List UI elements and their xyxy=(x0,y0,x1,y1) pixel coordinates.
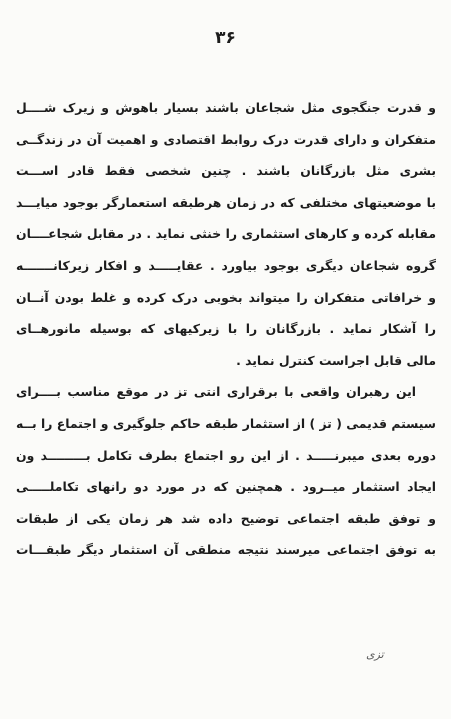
handwritten-margin-note: تزی xyxy=(366,648,384,661)
paragraph-start-line: این رهبران واقعی با برقراری انتی تز در موقع مناسب بــــرای xyxy=(16,384,416,400)
text-line: و توفق طبقه اجتماعی توضیح داده شد هر زمان یکی از طبقات xyxy=(16,510,436,526)
text-line: مقابله کرده و کارهای استثماری را خنثی نماید . در مقابل شجاعــــان xyxy=(16,226,436,242)
paragraph-end-line: مالی قابل اجراست کنترل نماید . xyxy=(236,352,436,368)
text-line: بشری مثل بازرگانان باشند . چنین شخصی فقط قادر اســـت xyxy=(16,163,436,179)
body-text xyxy=(16,92,436,566)
text-line: دوره بعدی میبرنـــــد . از این رو اجتماع بطرف تکامل بـــــــــد ون xyxy=(16,447,436,463)
page-number: ۳۶ xyxy=(215,28,236,48)
text-line: با موضعیتهای مختلفی که در زمان هرطبقه استعمارگر بوجود میایـــد xyxy=(16,194,436,210)
text-line: را آشکار نماید . بازرگانان را با زیرکیهای که بوسیله مانورهــای xyxy=(16,321,436,337)
text-line: متفکران و دارای قدرت درک روابط اقتصادی و اهمیت آن در زندگــی xyxy=(16,131,436,147)
text-line: ایجاد استثمار میــرود . همچنین که در مورد دو رانهای تکاملـــــی xyxy=(16,479,436,495)
text-line: سیستم قدیمی ( تز ) از استثمار طبقه حاکم جلوگیری و اجتماع را بــه xyxy=(16,415,436,431)
text-line: گروه شجاعان دیگری بوجود بیاورد . عقایـــــد و افکار زیرکانـــــــه xyxy=(16,257,436,273)
text-line: و خرافاتی متفکران را میتواند بخوبی درک کرده و غلط بودن آنــان xyxy=(16,289,436,305)
text-line: به توفق اجتماعی میرسند نتیجه منطقی آن استثمار دیگر طبقـــات xyxy=(16,542,436,558)
text-line: و قدرت جنگجوی مثل شجاعان باشند بسیار باهوش و زیرک شــــل xyxy=(16,100,436,115)
